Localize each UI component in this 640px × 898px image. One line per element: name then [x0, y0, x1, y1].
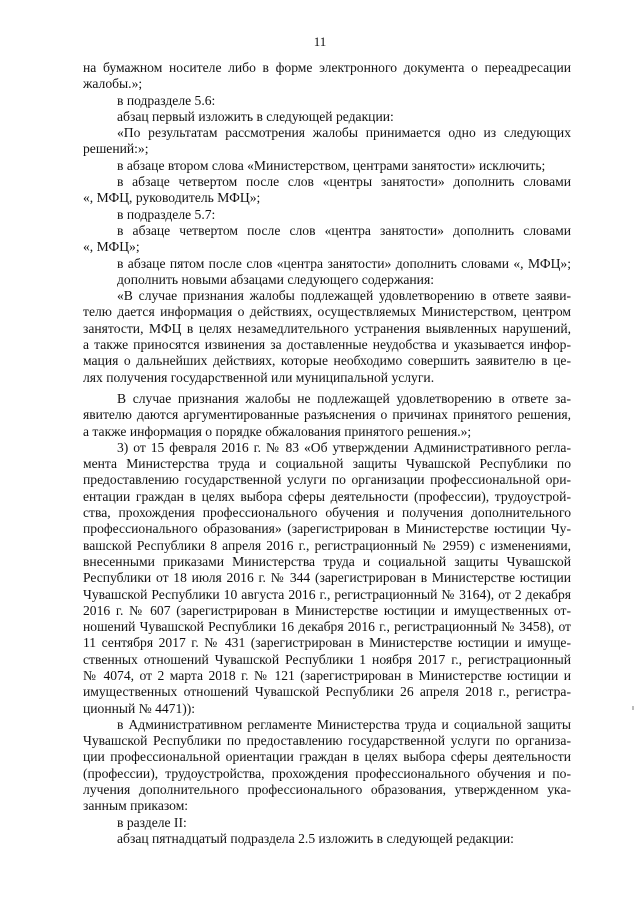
text-line: а также информация о порядке обжалования принятого решения.»;	[83, 423, 472, 439]
text-line: внесенными приказами Министерства труда и социальной защиты Чувашской	[83, 553, 571, 569]
text-line: решений:»;	[83, 141, 149, 157]
text-line: абзац первый изложить в следующей редакции:	[117, 108, 394, 124]
text-line: 3) от 15 февраля 2016 г. № 83 «Об утверждении Административного регла-	[117, 439, 571, 455]
text-line: в абзаце пятом после слов «центра занятости» дополнить словами «, МФЦ»;	[117, 255, 571, 271]
text-line: № 4074, от 2 марта 2018 г. № 121 (зарегистрирован в Министерстве юстиции и	[83, 667, 571, 683]
text-line: предоставлению государственной услуги по организации профессиональной ори-	[83, 472, 571, 488]
page-number: 11	[313, 34, 327, 49]
text-line: ции профессиональной ориентации граждан в целях выбора сферы деятельности	[83, 749, 571, 765]
text-line: «, МФЦ, руководитель МФЦ»;	[83, 190, 261, 206]
text-line: лучения дополнительного профессионального образования, утвержденном ука-	[83, 782, 571, 798]
text-line: ционный № 4471)):	[83, 700, 196, 716]
scan-speck	[632, 706, 634, 710]
text-line: в Административном регламенте Министерства труда и социальной защиты	[117, 716, 571, 732]
text-line: мация о дальнейших действиях, которые необходимо совершить заявителю в це-	[83, 353, 571, 369]
text-line: «, МФЦ»;	[83, 239, 140, 255]
text-line: в подразделе 5.7:	[117, 206, 216, 222]
text-line: ношений Чувашской Республики 16 декабря 2016 г., регистрационный № 3458), от	[83, 619, 571, 635]
text-line: в разделе II:	[117, 814, 187, 830]
text-line: явителю даются аргументированные разъяснения о причинах принятого решения,	[83, 407, 571, 423]
text-line: жалобы.»;	[83, 76, 143, 92]
text-line: дополнить новыми абзацами следующего содержания:	[117, 271, 434, 287]
text-line: ственных отношений Чувашской Республики 1 ноября 2017 г., регистрационный	[83, 651, 571, 667]
text-line: мента Министерства труда и социальной защиты Чувашской Республики по	[83, 456, 571, 472]
text-line: ентации граждан в целях выбора сферы деятельности (профессии), трудоустрой-	[83, 488, 571, 504]
text-line: 11 сентября 2017 г. № 431 (зарегистрирован в Министерстве юстиции и имуще-	[83, 635, 571, 651]
document-body	[83, 60, 571, 847]
text-line: (профессии), трудоустройства, прохождения профессионального обучения и по-	[83, 765, 571, 781]
text-line: в абзаце четвертом после слов «центры занятости» дополнить словами	[117, 174, 571, 190]
text-line: В случае признания жалобы не подлежащей удовлетворению в ответе за-	[117, 390, 571, 406]
text-line: имущественных отношений Чувашской Республики 26 апреля 2018 г., регистра-	[83, 684, 571, 700]
text-line: Чувашской Республики 10 августа 2016 г., регистрационный № 3164), от 2 декабря	[83, 586, 571, 602]
text-line: занятости, МФЦ в целях незамедлительного устранения выявленных нарушений,	[83, 320, 571, 336]
text-line: Республики от 18 июля 2016 г. № 344 (зарегистрирован в Министерстве юстиции	[83, 570, 571, 586]
text-line: вашской Республики 8 апреля 2016 г., регистрационный № 2959) с изменениями,	[83, 537, 571, 553]
text-line: 2016 г. № 607 (зарегистрирован в Министерстве юстиции и имущественных от-	[83, 602, 571, 618]
text-line: в абзаце четвертом после слов «центра занятости» дополнить словами	[117, 222, 571, 238]
text-line: а также приносятся извинения за доставленные неудобства и указывается инфор-	[83, 337, 571, 353]
text-line: телю дается информация о действиях, осуществляемых Министерством, центром	[83, 304, 571, 320]
text-line: абзац пятнадцатый подраздела 2.5 изложить в следующей редакции:	[117, 830, 514, 846]
text-line: профессионального образования» (зарегистрирован в Министерстве юстиции Чу-	[83, 521, 571, 537]
text-line: Чувашской Республики по предоставлению государственной услуги по организа-	[83, 733, 571, 749]
text-line: лях получения государственной или муниципальной услуги.	[83, 369, 435, 385]
text-line: в абзаце втором слова «Министерством, центрами занятости» исключить;	[117, 157, 546, 173]
text-line: «В случае признания жалобы подлежащей удовлетворению в ответе заяви-	[117, 288, 571, 304]
text-line: «По результатам рассмотрения жалобы принимается одно из следующих	[117, 125, 571, 141]
text-line: занным приказом:	[83, 798, 189, 814]
text-line: в подразделе 5.6:	[117, 92, 216, 108]
text-line: на бумажном носителе либо в форме электронного документа о переадресации	[83, 60, 571, 75]
text-line: ства, прохождения профессионального обучения и получения дополнительного	[83, 505, 571, 521]
